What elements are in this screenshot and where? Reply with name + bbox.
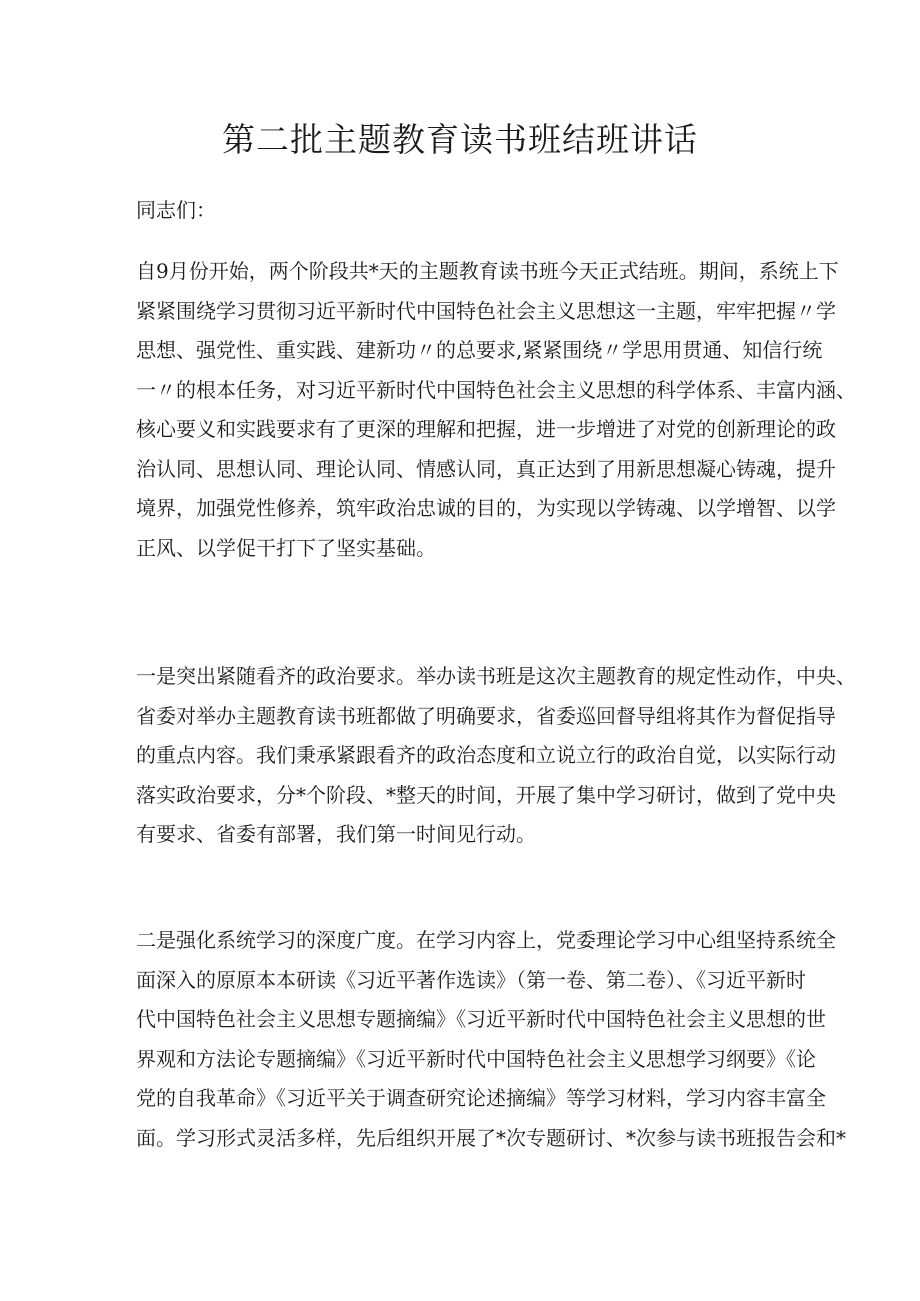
- document-title: 第二批主题教育读书班结班讲话: [222, 120, 698, 159]
- paragraph-line: 的重点内容。我们秉承紧跟看齐的政治态度和立说立行的政治自觉，以实际行动: [136, 743, 836, 767]
- paragraph-line: 紧紧围绕学习贯彻习近平新时代中国特色社会主义思想这一主题，牢牢把握〃学: [136, 298, 836, 323]
- paragraph-line: 面深入的原原本本研读《习近平著作选读》（第一卷、第二卷）、《习近平新时: [136, 967, 806, 992]
- paragraph-line: 境界，加强党性修养，筑牢政治忠诚的目的，为实现以学铸魂、以学增智、以学: [136, 496, 836, 520]
- paragraph-line: 治认同、思想认同、理论认同、情感认同，真正达到了用新思想凝心铸魂，提升: [136, 456, 836, 481]
- paragraph-line: 核心要义和实践要求有了更深的理解和把握，进一步增进了对党的创新理论的政: [136, 417, 836, 441]
- paragraph-line: 二是强化系统学习的深度广度。在学习内容上，党委理论学习中心组坚持系统全: [136, 928, 836, 952]
- paragraph-line: 一〃的根本任务，对习近平新时代中国特色社会主义思想的科学体系、丰富内涵、: [136, 377, 856, 402]
- salutation: 同志们：: [136, 198, 216, 222]
- paragraph-line: 正风、以学促干打下了坚实基础。: [136, 535, 436, 560]
- paragraph-line: 有要求、省委有部署，我们第一时间见行动。: [136, 822, 536, 846]
- paragraph-political-requirements: [136, 657, 856, 855]
- paragraph-line: 一是突出紧随看齐的政治要求。举办读书班是这次主题教育的规定性动作，中央、: [136, 664, 856, 688]
- paragraph-line: 界观和方法论专题摘编》《习近平新时代中国特色社会主义思想学习纲要》《论: [136, 1046, 816, 1071]
- paragraph-line: 面。学习形式灵活多样，先后组织开展了*次专题研讨、*次参与读书班报告会和*: [136, 1125, 846, 1150]
- paragraph-line: 落实政治要求，分*个阶段、*整天的时间，开展了集中学习研讨，做到了党中央: [136, 782, 836, 807]
- paragraph-line: 自9月份开始，两个阶段共*天的主题教育读书班今天正式结班。期间，系统上下: [136, 259, 839, 283]
- paragraph-line: 党的自我革命》《习近平关于调查研究论述摘编》等学习材料，学习内容丰富全: [136, 1086, 826, 1110]
- paragraph-line: 思想、强党性、重实践、建新功〃的总要求,紧紧围绕〃学思用贯通、知信行统: [136, 338, 823, 362]
- paragraph-line: 省委对举办主题教育读书班都做了明确要求，省委巡回督导组将其作为督促指导: [136, 703, 836, 728]
- paragraph-systematic-study: [136, 921, 846, 1158]
- paragraph-line: 代中国特色社会主义思想专题摘编》《习近平新时代中国特色社会主义思想的世: [136, 1007, 826, 1031]
- paragraph-intro: [136, 252, 856, 568]
